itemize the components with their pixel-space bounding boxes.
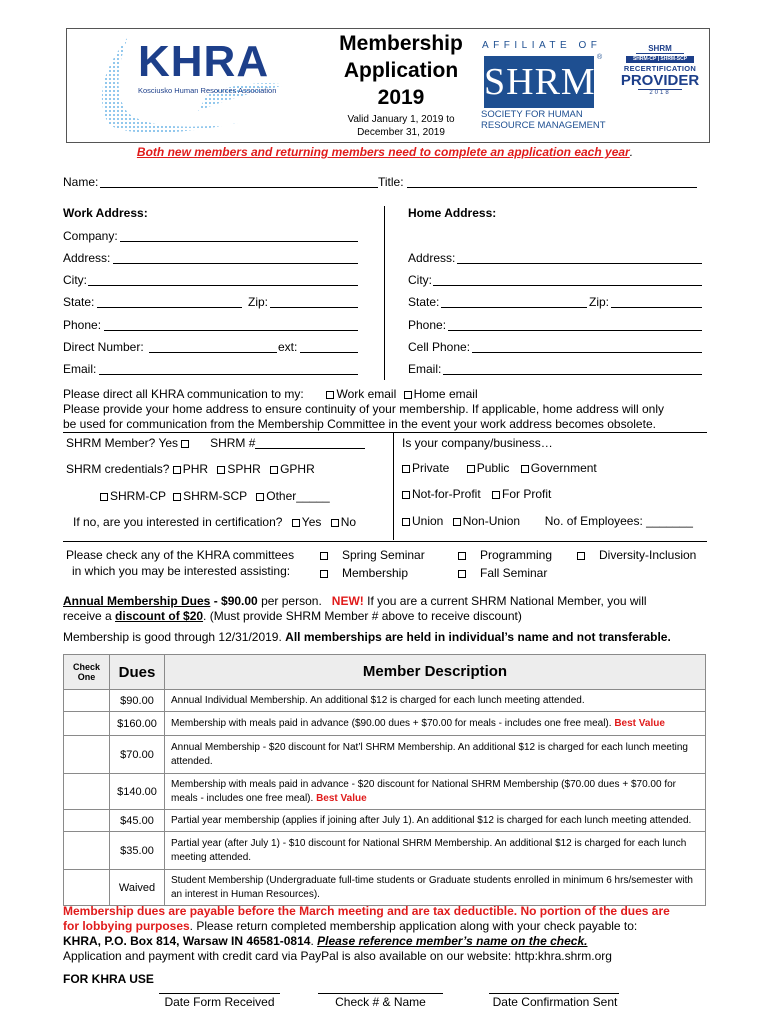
direct-number-label: Direct Number: (63, 340, 144, 354)
title-label: Title: (378, 175, 404, 189)
certification-question: If no, are you interested in certification? (73, 515, 283, 529)
work-address-field[interactable] (113, 251, 358, 264)
new-text: If you are a current SHRM National Member, you will (363, 594, 647, 608)
home-zip-field[interactable] (611, 295, 702, 308)
date-received-line[interactable] (159, 993, 280, 994)
work-city-label: City: (63, 273, 87, 287)
table-row[interactable] (64, 712, 706, 736)
desc-header (165, 655, 706, 690)
shrm-scp-option: SHRM-SCP (183, 489, 247, 503)
shrm-company-divider (393, 432, 394, 540)
committee-col-2 (458, 546, 552, 582)
row-desc-text: Membership with meals paid in advance ($90.00 dues + $70.00 for meals - includes one free meal). (171, 717, 612, 729)
khra-logo-text: KHRA (138, 37, 270, 86)
provide-home-text (63, 402, 664, 432)
union-line (402, 514, 693, 528)
for-profit-option: For Profit (502, 487, 552, 501)
row-description (165, 690, 706, 712)
cert-no-option: No (340, 515, 357, 529)
for-profit-checkbox[interactable] (492, 491, 500, 499)
non-union-checkbox[interactable] (453, 518, 461, 526)
shrm-number-field[interactable] (255, 436, 365, 449)
row-amount: $45.00 (110, 810, 165, 832)
name-label: Name: (63, 175, 99, 189)
membership-committee-checkbox[interactable] (320, 570, 328, 578)
gphr-checkbox[interactable] (270, 466, 278, 474)
not-for-profit-checkbox[interactable] (402, 491, 410, 499)
dues-header (110, 655, 165, 690)
home-state-field[interactable] (441, 295, 587, 308)
title-line-1: Membership (339, 32, 463, 55)
recertification-badge (620, 44, 700, 106)
khra-use-label: FOR KHRA USE (63, 972, 154, 986)
shrm-number-label: SHRM # (210, 436, 256, 450)
company-type-line (402, 461, 597, 475)
best-value-label: Best Value (316, 792, 367, 804)
direct-number-field[interactable] (149, 340, 277, 353)
badge-shrm: SHRM (636, 44, 684, 54)
desc-header-text: Member Description (362, 663, 508, 680)
shrm-member-question: SHRM Member? Yes (66, 436, 179, 450)
good-through-text: Membership is good through 12/31/2019. (63, 630, 286, 644)
row-checkbox[interactable] (64, 832, 110, 870)
credentials-line (66, 462, 315, 476)
row-amount: Waived (110, 870, 165, 906)
cert-yes-option: Yes (301, 515, 322, 529)
row-checkbox[interactable] (64, 712, 110, 736)
work-email-option: Work email (336, 387, 397, 401)
annual-dues-label: Annual Membership Dues (63, 594, 211, 608)
fall-seminar-checkbox[interactable] (458, 570, 466, 578)
paypal-text: Application and payment with credit card via PayPal is also available on our website: http:khra.shrm.org (63, 949, 612, 963)
payable-line-1: Membership dues are payable before the March meeting and are tax deductible. No portion of the dues are (63, 904, 670, 918)
home-email-checkbox[interactable] (404, 391, 412, 399)
work-zip-label: Zip: (248, 295, 269, 309)
committees-line-2: in which you may be interested assisting: (72, 564, 291, 578)
home-zip-label: Zip: (589, 295, 610, 309)
cell-phone-label: Cell Phone: (408, 340, 471, 354)
credentials-label: SHRM credentials? (66, 462, 170, 476)
row-amount: $140.00 (110, 774, 165, 810)
check-header (64, 655, 110, 690)
membership-committee-option: Membership (342, 566, 409, 580)
date-confirm-label: Date Confirmation Sent (492, 995, 618, 1009)
row-desc-text: Student Membership (Undergraduate full-time students or Graduate students enrolled in minimum 6 hrs/semester with an interest in Human Resources). (171, 874, 693, 900)
row-desc-text: Annual Individual Membership. An additional $12 is charged for each lunch meeting attended. (171, 694, 585, 706)
row-description (165, 810, 706, 832)
committee-col-3 (577, 546, 696, 564)
table-row[interactable] (64, 810, 706, 832)
communication-line (63, 387, 478, 401)
work-phone-label: Phone: (63, 318, 102, 332)
date-confirm-line[interactable] (489, 993, 619, 994)
row-desc-text: Partial year (after July 1) - $10 discount for National SHRM Membership. An additional $12 is charged for each lunch meeting attended. (171, 837, 687, 863)
home-email-option: Home email (413, 387, 478, 401)
name-field[interactable] (100, 175, 378, 188)
row-checkbox[interactable] (64, 690, 110, 712)
row-description (165, 712, 706, 736)
not-for-profit-option: Not-for-Profit (412, 487, 481, 501)
table-row[interactable] (64, 736, 706, 774)
dues-table-header (64, 655, 706, 690)
cert-yes-checkbox[interactable] (292, 519, 300, 527)
other-option: Other_____ (266, 489, 330, 503)
phr-checkbox[interactable] (173, 466, 181, 474)
shrm-logo-text: SHRM (484, 61, 596, 103)
date-received-label: Date Form Received (164, 995, 275, 1009)
row-amount: $160.00 (110, 712, 165, 736)
row-desc-text: Annual Membership - $20 discount for Nat’l SHRM Membership. An additional $12 is charged for each lunch meeting attended. (171, 741, 688, 767)
notice-text-content: Both new members and returning members need to complete an application each year (136, 145, 630, 159)
row-description (165, 736, 706, 774)
row-desc-text: Membership with meals paid in advance - $20 discount for National SHRM Membership ($70.00 dues + $70.00 for meals - includes one free meal). (171, 778, 676, 804)
shrm-member-line (66, 436, 365, 450)
table-row[interactable] (64, 832, 706, 870)
provide-home-line-2: be used for communication from the Membership Committee in the event your work address becomes obsolete. (63, 417, 656, 431)
valid-line-2: December 31, 2019 (357, 127, 445, 138)
shrm-cp-option: SHRM-CP (110, 489, 166, 503)
communication-prompt: Please direct all KHRA communication to my: (63, 387, 304, 401)
title-field[interactable] (407, 175, 697, 188)
shrm-logo-box (484, 56, 594, 108)
work-address-label: Address: (63, 251, 111, 265)
public-checkbox[interactable] (467, 465, 475, 473)
row-amount: $90.00 (110, 690, 165, 712)
private-checkbox[interactable] (402, 465, 410, 473)
home-state-label: State: (408, 295, 440, 309)
title-line-3: 2019 (377, 86, 425, 109)
reference-note: Please reference member’s name on the check. (317, 934, 588, 948)
dues-table (63, 654, 706, 906)
footer-text: Membership dues are payable before the March meeting and are tax deductible. No portion of the dues are for lobbying purposes. Please return completed membership application along with your check payable to: KHRA, P.O. Box 814, Warsaw IN 46581-0814. Please reference member’s name on the check. Application and payment with credit card via PayPal is also available on our website: http:khra.shrm.org (63, 904, 723, 964)
discount-rest-text: . (Must provide SHRM Member # above to receive discount) (203, 609, 522, 623)
union-option: Union (412, 514, 444, 528)
row-checkbox[interactable] (64, 810, 110, 832)
shrm-cp-checkbox[interactable] (100, 493, 108, 501)
sphr-checkbox[interactable] (217, 466, 225, 474)
work-zip-field[interactable] (270, 295, 358, 308)
row-amount: $70.00 (110, 736, 165, 774)
home-phone-field[interactable] (448, 318, 702, 331)
shrm-scp-checkbox[interactable] (173, 493, 181, 501)
badge-provider: PROVIDER (620, 72, 700, 89)
committee-col-1 (320, 546, 425, 582)
work-email-checkbox[interactable] (326, 391, 334, 399)
union-checkbox[interactable] (402, 518, 410, 526)
work-phone-field[interactable] (104, 318, 358, 331)
not-transferable-text: All memberships are held in individual’s name and not transferable. (285, 630, 671, 644)
affiliate-of-label: AFFILIATE OF (482, 40, 602, 51)
spring-seminar-checkbox[interactable] (320, 552, 328, 560)
row-checkbox[interactable] (64, 870, 110, 906)
home-city-field[interactable] (433, 273, 702, 286)
non-union-option: Non-Union (462, 514, 521, 528)
cell-phone-field[interactable] (472, 340, 702, 353)
home-phone-label: Phone: (408, 318, 447, 332)
row-amount: $35.00 (110, 832, 165, 870)
work-state-field[interactable] (97, 295, 242, 308)
khra-logo-subtitle: Kosciusko Human Resources Association (138, 86, 277, 95)
title-line-2: Application (343, 59, 459, 82)
gphr-option: GPHR (280, 462, 315, 476)
fall-seminar-option: Fall Seminar (480, 566, 548, 580)
diversity-checkbox[interactable] (577, 552, 585, 560)
row-desc-text: Partial year membership (applies if joining after July 1). An additional $12 is charged for each lunch meeting attended. (171, 814, 692, 826)
work-email-label: Email: (63, 362, 97, 376)
public-option: Public (476, 461, 510, 475)
committees-line-1: Please check any of the KHRA committees (66, 548, 295, 562)
profit-line (402, 487, 551, 501)
cert-no-checkbox[interactable] (331, 519, 339, 527)
programming-option: Programming (480, 548, 553, 562)
badge-recert: RECERTIFICATION (623, 64, 697, 73)
row-description (165, 832, 706, 870)
provide-home-line-1: Please provide your home address to ensure continuity of your membership. If applicable, home address will only (63, 402, 664, 416)
phr-option: PHR (182, 462, 209, 476)
per-person-text: per person. (257, 594, 332, 608)
work-email-field[interactable] (99, 362, 358, 375)
address-divider (384, 206, 385, 380)
work-address-heading: Work Address: (63, 206, 148, 220)
shrm-line-1: SOCIETY FOR HUMAN (481, 109, 583, 120)
valid-line-1: Valid January 1, 2019 to (347, 114, 455, 125)
company-field[interactable] (120, 229, 358, 242)
credentials-line-2 (100, 489, 330, 503)
table-row[interactable] (64, 690, 706, 712)
sphr-option: SPHR (227, 462, 261, 476)
notice-text: Both new members and returning members need to complete an application each year. (136, 145, 634, 159)
government-option: Government (530, 461, 597, 475)
registered-mark: ® (597, 54, 603, 61)
home-city-label: City: (408, 273, 432, 287)
shrm-society-text (481, 109, 606, 131)
check-name-label: Check # & Name (335, 995, 426, 1009)
table-row[interactable] (64, 774, 706, 810)
row-checkbox[interactable] (64, 774, 110, 810)
private-option: Private (412, 461, 450, 475)
mailing-address: KHRA, P.O. Box 814, Warsaw IN 46581-0814 (63, 934, 311, 948)
company-question: Is your company/business… (402, 436, 553, 450)
shrm-line-2: RESOURCE MANAGEMENT (481, 120, 606, 131)
diversity-option: Diversity-Inclusion (599, 548, 697, 562)
work-state-label: State: (63, 295, 95, 309)
check-header-1: Check (72, 662, 100, 672)
programming-checkbox[interactable] (458, 552, 466, 560)
row-description (165, 774, 706, 810)
committees-prompt (66, 547, 294, 579)
work-city-field[interactable] (88, 273, 358, 286)
discount-text: discount of $20 (115, 609, 204, 623)
best-value-label: Best Value (614, 717, 665, 729)
other-checkbox[interactable] (256, 493, 264, 501)
row-description (165, 870, 706, 906)
company-label: Company: (63, 229, 118, 243)
annual-dues-price: - $90.00 (210, 594, 258, 608)
check-header-2: One (77, 672, 96, 682)
home-email-label: Email: (408, 362, 442, 376)
home-address-heading: Home Address: (408, 206, 497, 220)
table-row[interactable] (64, 870, 706, 906)
new-badge: NEW! (331, 594, 364, 608)
certification-line (73, 515, 356, 529)
return-text: . Please return completed membership application along with your check payable to: (189, 919, 638, 933)
dues-header-text: Dues (118, 663, 156, 681)
government-checkbox[interactable] (521, 465, 529, 473)
badge-certs: SHRM-CP | SHRM-SCP (626, 56, 694, 63)
valid-dates (326, 113, 476, 139)
dues-info (63, 594, 713, 645)
ext-field[interactable] (300, 340, 358, 353)
page-title (326, 30, 476, 111)
home-address-field[interactable] (457, 251, 702, 264)
shrm-member-yes-checkbox[interactable] (181, 440, 189, 448)
home-email-field[interactable] (443, 362, 702, 375)
employees-field[interactable]: No. of Employees: _______ (544, 514, 693, 528)
check-name-line[interactable] (318, 993, 443, 994)
badge-year: 2018 (638, 89, 682, 96)
ext-label: ext: (278, 340, 298, 354)
home-address-label: Address: (408, 251, 456, 265)
row-checkbox[interactable] (64, 736, 110, 774)
spring-seminar-option: Spring Seminar (342, 548, 425, 562)
receive-text: receive a (63, 609, 116, 623)
lobbying-text: for lobbying purposes (63, 919, 190, 933)
